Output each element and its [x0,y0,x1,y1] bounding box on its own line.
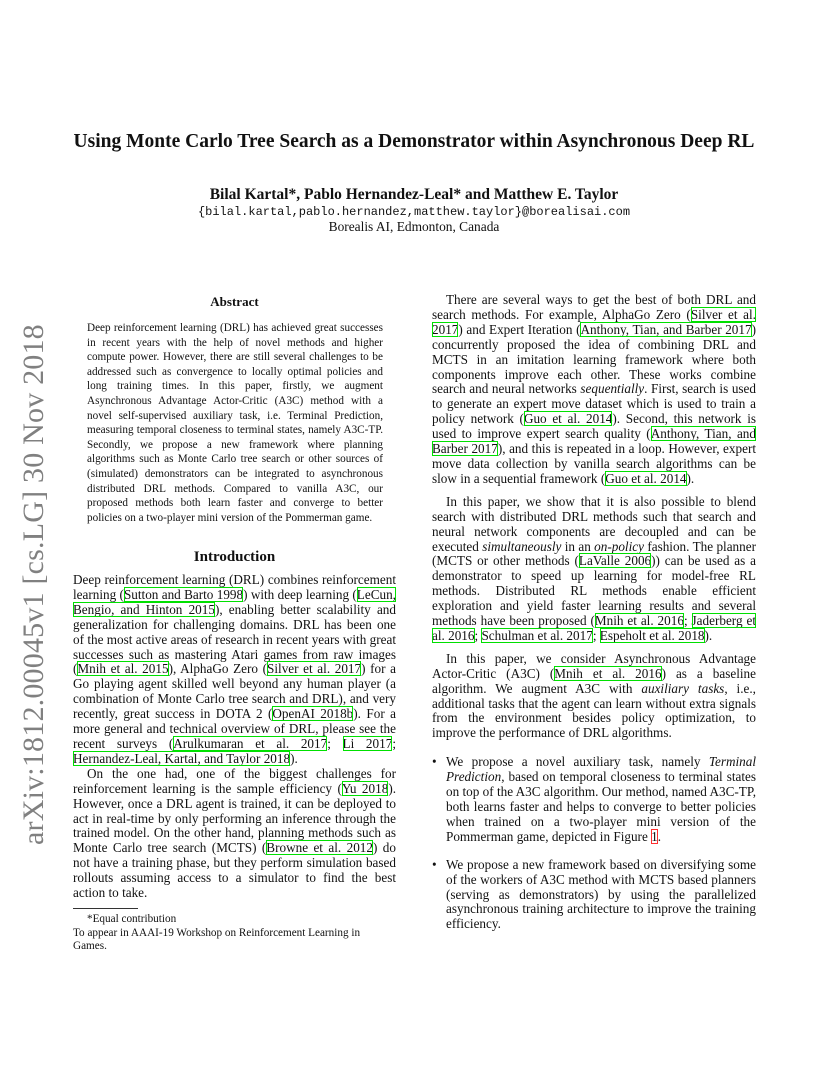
intro-paragraph-2: On the one had, one of the biggest challenges for reinforcement learning is the sample efficiency (Yu 2018). However, once a DRL agent is trained, it can be deployed to act in real-time by only performing an inference through the trained model. On the other hand, planning methods such as Monte Carlo tree search (MCTS) (Browne et al. 2012) do not have a training phase, but they perform simulation based rollouts assuming access to a simulator to find the best action to take. [73,765,397,901]
citation-link[interactable]: Yu 2018 [341,780,389,796]
citation-link[interactable]: Browne et al. 2012 [266,840,373,856]
footnote-venue: To appear in AAAI-19 Workshop on Reinforcement Learning in Games. [73,926,361,953]
left-column-body [73,573,396,901]
abstract-heading: Abstract [210,294,259,309]
citation-link[interactable]: Silver et al. 2017 [267,661,362,677]
citation-link[interactable]: Silver et al. 2017 [432,306,756,337]
citation-link[interactable]: Mnih et al. 2016 [594,613,684,629]
contribution-item: • We propose a new framework based on diversifying some of the workers of A3C method with MCTS based planners (serving as demonstrators) by using the parallelized asynchronous training architecture to improve the training efficiency. [432,858,756,933]
citation-link[interactable]: Hernandez-Leal, Kartal, and Taylor 2018 [73,750,291,766]
affiliation: Borealis AI, Edmonton, Canada [328,219,500,234]
right-paragraph-2: In this paper, we show that it is also possible to blend search with distributed DRL methods such that search and neural network components are decoupled and can be executed simultaneously in an on-policy fashion. The planner (MCTS or other methods (LaValle 2006)) can be used as a demonstrator to speed up learning for model-free RL methods. Distributed RL methods enable efficient exploration and yield faster learning results and several methods have been proposed (Mnih et al. 2016; Jaderberg et al. 2016; Schulman et al. 2017; Espeholt et al. 2018). [432,493,756,643]
citation-link[interactable]: Espeholt et al. 2018 [599,627,705,643]
contribution-item: • We propose a novel auxiliary task, namely Terminal Prediction, based on temporal closeness to terminal states on top of the A3C algorithm. Our method, named A3C-TP, both learns faster and helps to converge to better policies when trained on a two-player mini version of the Pommerman game, depicted in Figure 1. [432,755,756,844]
citation-link[interactable]: Anthony, Tian, and Barber 2017 [432,426,756,457]
right-column-body [432,293,756,945]
figure-reference-link[interactable]: 1 [651,828,658,844]
citation-link[interactable]: Mnih et al. 2016 [554,665,662,681]
paper-authors: Bilal Kartal*, Pablo Hernandez-Leal* and Matthew E. Taylor [209,186,619,203]
citation-link[interactable]: Li 2017 [342,735,393,751]
citation-link[interactable]: OpenAI 2018b [272,706,354,722]
citation-link[interactable]: Jaderberg et al. 2016 [432,613,756,643]
citation-link[interactable]: Mnih et al. 2015 [77,661,169,677]
author-emails: {bilal.kartal,pablo.hernandez,matthew.taylor}@borealisai.com [197,205,631,219]
citation-link[interactable]: LeCun, Bengio, and Hinton 2015 [73,586,396,617]
citation-link[interactable]: Schulman et al. 2017 [481,627,593,643]
citation-link[interactable]: Arulkumaran et al. 2017 [173,735,328,751]
abstract-body: Deep reinforcement learning (DRL) has achieved great successes in recent years with the help of novel methods and higher compute power. However, there are still several challenges to be addressed such as convergence to locally optimal policies and long training times. In this paper, firstly, we augment Asynchronous Advantage Actor-Critic (A3C) method with a novel self-supervised auxiliary task, i.e. Terminal Prediction, measuring temporal closeness to terminal states, namely A3C-TP. Secondly, we propose a new framework where planning algorithms such as Monte Carlo tree search or other sources of (simulated) demonstrators can be integrated to asynchronous distributed DRL methods. Compared to vanilla A3C, our proposed methods both learn faster and converge to better policies on a two-player mini version of the Pommerman game. [87,322,383,524]
arxiv-stamp-text: arXiv:1812.00045v1 [cs.LG] 30 Nov 2018 [17,324,50,845]
citation-link[interactable]: Guo et al. 2014 [523,411,613,427]
right-paragraph-1: There are several ways to get the best of both DRL and search methods. For example, AlphaGo Zero (Silver et al. 2017) and Expert Iteration (Anthony, Tian, and Barber 2017) concurrently proposed the idea of combining DRL and MCTS in an imitation learning framework where both components improve each other. These works combine search and neural networks sequentially. First, search is used to generate an expert move dataset which is used to train a policy network (Guo et al. 2014). Second, this network is used to improve expert search quality (Anthony, Tian, and Barber 2017), and this is repeated in a loop. However, expert move data collection by vanilla search algorithms can be slow in a sequential framework (Guo et al. 2014). [432,292,757,486]
footnote-equal-contribution: *Equal contribution [87,913,177,925]
contribution-list [432,755,756,932]
intro-paragraph-1: Deep reinforcement learning (DRL) combines reinforcement learning (Sutton and Barto 1998) with deep learning (LeCun, Bengio, and Hinton 2015), enabling better scalability and generalization for challenging domains. DRL has been one of the most active areas of research in recent years with great successes such as mastering Atari games from raw images (Mnih et al. 2015), AlphaGo Zero (Silver et al. 2017) for a Go playing agent skilled well beyond any human player (a combination of Monte Carlo tree search and DRL), and very recently, great success in DOTA 2 (OpenAI 2018b). For a more general and technical overview of DRL, please see the recent surveys (Arulkumaran et al. 2017; Li 2017; Hernandez-Leal, Kartal, and Taylor 2018). [73,572,396,766]
introduction-heading: Introduction [193,549,276,565]
footnote-rule [73,908,138,909]
citation-link[interactable]: Guo et al. 2014 [605,470,687,486]
paper-title: Using Monte Carlo Tree Search as a Demonstrator within Asynchronous Deep RL [73,131,755,152]
citation-link[interactable]: Sutton and Barto 1998 [123,586,244,602]
footnotes [73,913,396,954]
right-paragraph-3: In this paper, we consider Asynchronous Advantage Actor-Critic (A3C) (Mnih et al. 2016) as a baseline algorithm. We augment A3C with auxiliary tasks, i.e., additional tasks that the agent can learn without extra signals from the environment besides policy optimization, to improve the performance of DRL algorithms. [432,650,756,741]
citation-link[interactable]: LaValle 2006 [578,553,652,569]
citation-link[interactable]: Anthony, Tian, and Barber 2017 [580,321,752,337]
